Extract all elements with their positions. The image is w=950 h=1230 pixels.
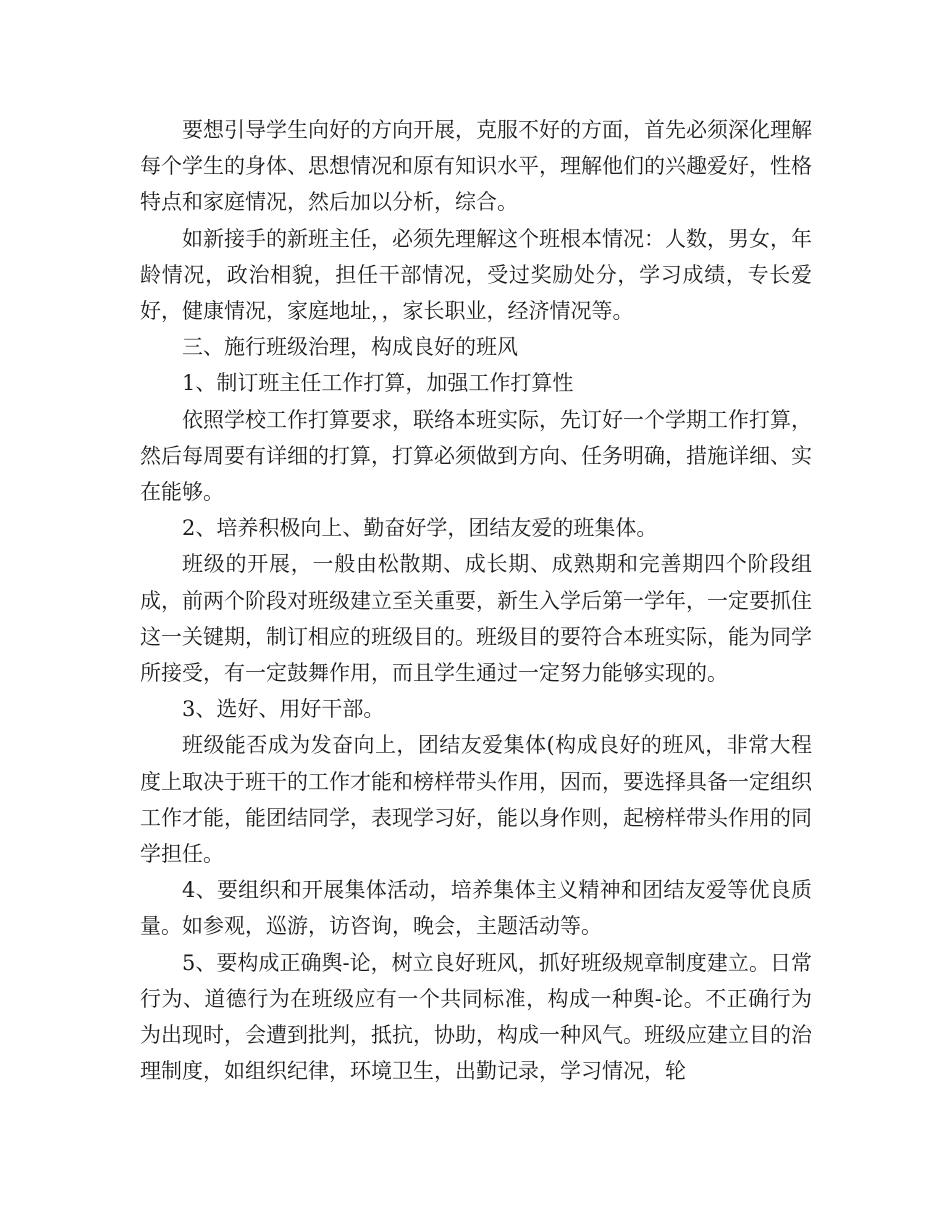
- section-heading-3: 三、施行班级治理，构成良好的班风: [182, 335, 518, 360]
- paragraph-1: 要想引导学生向好的方向开展，克服不好的方面，首先必须深化理解每个学生的身体、思想情况和原有知识水平，理解他们的兴趣爱好，性格特点和家庭情况，然后加以分析，综合。: [140, 118, 812, 215]
- paragraph-7: 5、要构成正确舆-论，树立良好班风，抓好班级规章制度建立。日常行为、道德行为在班级应有一个共同标准，构成一种舆-论。不正确行为为出现时，会遭到批判，抵抗，协助，构成一种风气。班级应建立目的治理制度，如组织纪律，环境卫生，出勤记录，学习情况，轮: [140, 950, 812, 1084]
- subheading-2: 2、培养积极向上、勤奋好学，团结友爱的班集体。: [182, 516, 658, 541]
- document-body: [140, 112, 812, 1089]
- paragraph-4: 班级的开展，一般由松散期、成长期、成熟期和完善期四个阶段组成，前两个阶段对班级建立至关重要，新生入学后第一学年，一定要抓住这一关键期，制订相应的班级目的。班级目的要符合本班实际，能为同学所接受，有一定鼓舞作用，而且学生通过一定努力能够实现的。: [140, 552, 812, 686]
- paragraph-3: 依照学校工作打算要求，联络本班实际，先订好一个学期工作打算，然后每周要有详细的打算，打算必须做到方向、任务明确，措施详细、实在能够。: [140, 407, 812, 505]
- paragraph-5: 班级能否成为发奋向上，团结友爱集体(构成良好的班风，非常大程度上取决于班干的工作才能和榜样带头作用，因而，要选择具备一定组织工作才能，能团结同学，表现学习好，能以身作则，起榜样带头作用的同学担任。: [140, 733, 812, 867]
- subheading-3: 3、选好、用好干部。: [182, 697, 385, 722]
- paragraph-6: 4、要组织和开展集体活动，培养集体主义精神和团结友爱等优良质量。如参观，巡游，访咨询，晚会，主题活动等。: [140, 878, 812, 939]
- subheading-1: 1、制订班主任工作打算，加强工作打算性: [182, 371, 574, 396]
- paragraph-2: 如新接手的新班主任，必须先理解这个班根本情况：人数，男女，年龄情况，政治相貌，担任干部情况，受过奖励处分，学习成绩，专长爱好，健康情况，家庭地址，，家长职业，经济情况等。: [140, 226, 812, 324]
